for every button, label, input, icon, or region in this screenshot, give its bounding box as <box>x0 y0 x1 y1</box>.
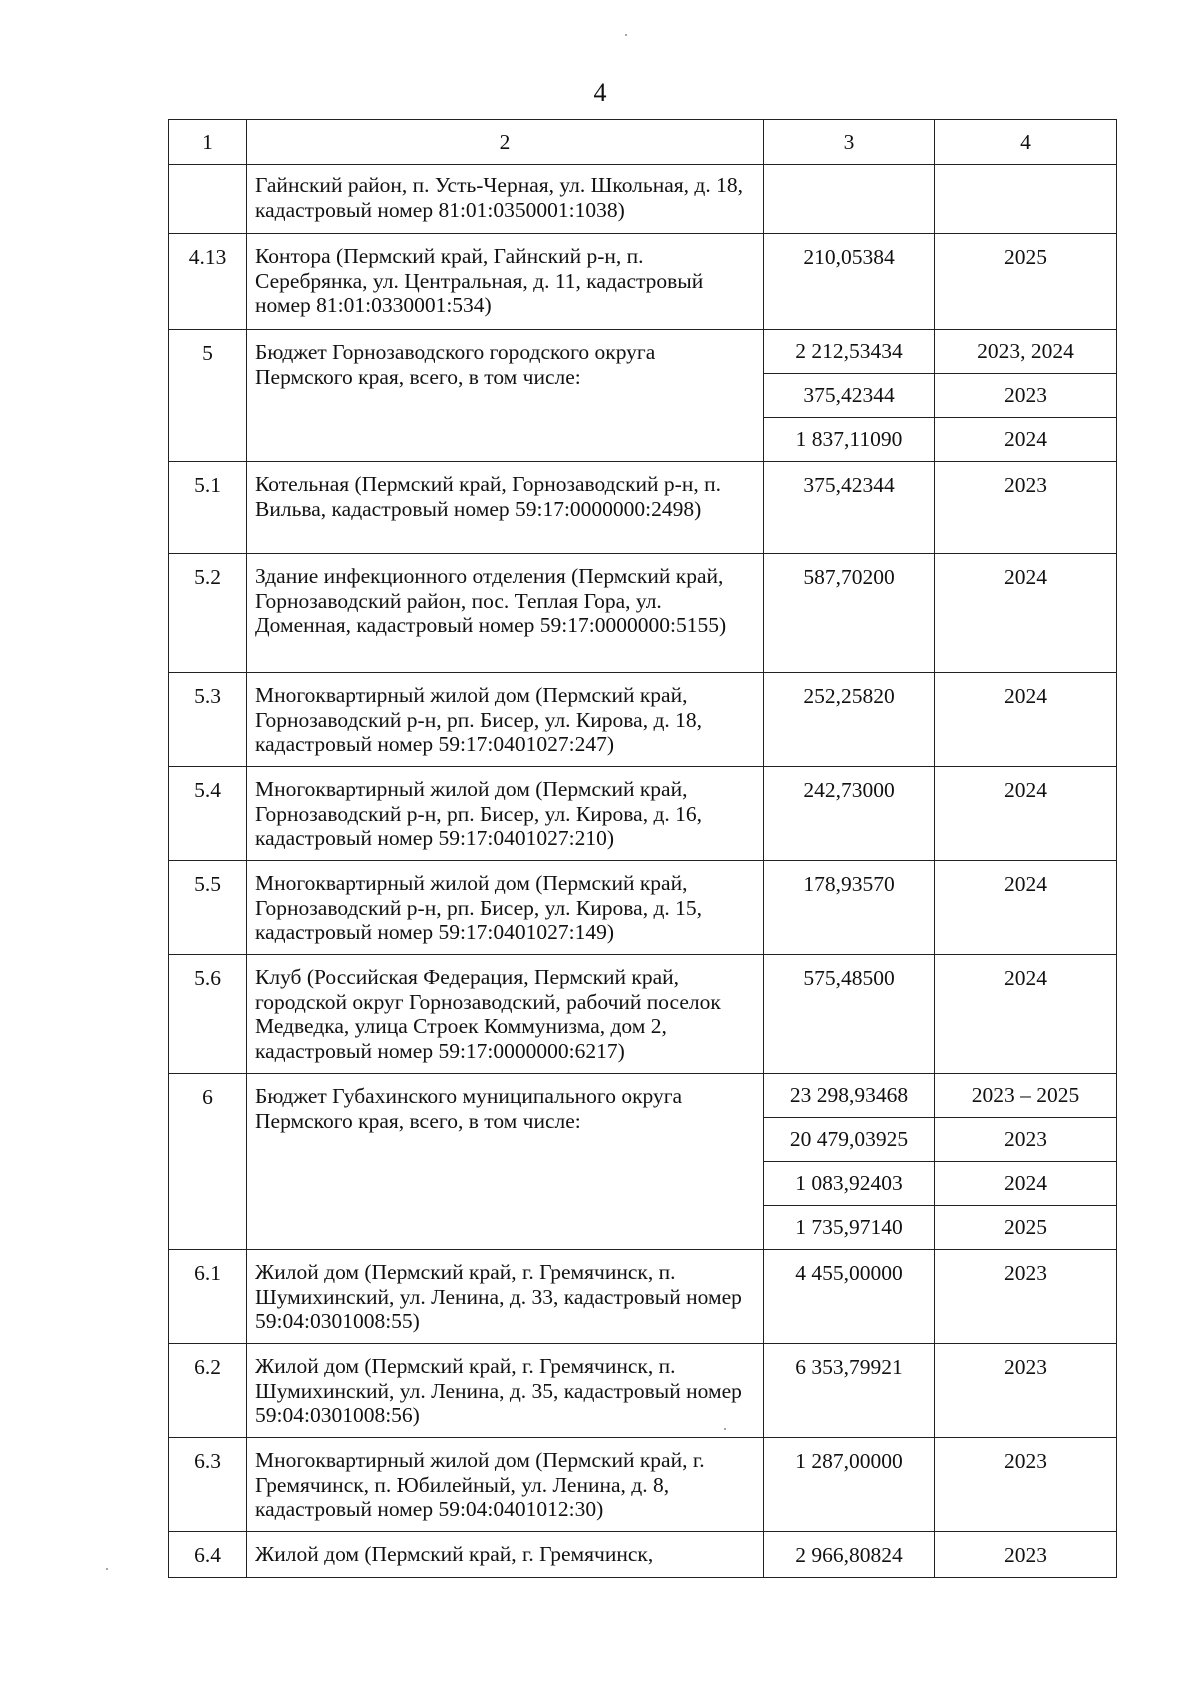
row-amount: 1 735,97140 <box>764 1206 935 1250</box>
row-description: Бюджет Горнозаводского городского округа Пермского края, всего, в том числе: <box>247 330 764 462</box>
row-year: 2023 <box>935 462 1117 554</box>
row-number: 6.3 <box>169 1438 247 1532</box>
row-year: 2023 <box>935 1438 1117 1532</box>
row-amount: 242,73000 <box>764 767 935 861</box>
table-row <box>169 955 1117 1074</box>
row-amount: 178,93570 <box>764 861 935 955</box>
row-year: 2024 <box>935 418 1117 462</box>
row-description: Многоквартирный жилой дом (Пермский край, Горнозаводский р-н, рп. Бисер, ул. Кирова, д. 18, кадастровый номер 59:17:0401027:247) <box>247 673 764 767</box>
table-row <box>169 234 1117 330</box>
row-amount: 1 837,11090 <box>764 418 935 462</box>
row-year: 2025 <box>935 1206 1117 1250</box>
row-description: Многоквартирный жилой дом (Пермский край, Горнозаводский р-н, рп. Бисер, ул. Кирова, д. 16, кадастровый номер 59:17:0401027:210) <box>247 767 764 861</box>
row-year: 2023 <box>935 1344 1117 1438</box>
row-year: 2024 <box>935 673 1117 767</box>
row-number: 5.3 <box>169 673 247 767</box>
row-amount: 252,25820 <box>764 673 935 767</box>
row-year: 2023 <box>935 1118 1117 1162</box>
row-description: Здание инфекционного отделения (Пермский край, Горнозаводский район, пос. Теплая Гора, ул. Доменная, кадастровый номер 59:17:0000000:5155) <box>247 554 764 673</box>
row-description: Клуб (Российская Федерация, Пермский край, городской округ Горнозаводский, рабочий поселок Медведка, улица Строек Коммунизма, дом 2, кадастровый номер 59:17:0000000:6217) <box>247 955 764 1074</box>
scan-speck <box>625 34 627 36</box>
row-number: 5.2 <box>169 554 247 673</box>
row-number: 6.4 <box>169 1532 247 1578</box>
row-description: Многоквартирный жилой дом (Пермский край, Горнозаводский р-н, рп. Бисер, ул. Кирова, д. 15, кадастровый номер 59:17:0401027:149) <box>247 861 764 955</box>
table-row <box>169 1250 1117 1344</box>
row-amount <box>764 165 935 234</box>
row-description: Жилой дом (Пермский край, г. Гремячинск, п. Шумихинский, ул. Ленина, д. 33, кадастровый номер 59:04:0301008:55) <box>247 1250 764 1344</box>
header-cell: 2 <box>247 120 764 165</box>
row-amount: 4 455,00000 <box>764 1250 935 1344</box>
header-cell: 4 <box>935 120 1117 165</box>
row-amount: 6 353,79921 <box>764 1344 935 1438</box>
row-year: 2024 <box>935 767 1117 861</box>
table-row <box>169 673 1117 767</box>
row-number: 6 <box>169 1074 247 1250</box>
header-cell: 1 <box>169 120 247 165</box>
row-year: 2025 <box>935 234 1117 330</box>
row-description: Гайнский район, п. Усть-Черная, ул. Школьная, д. 18, кадастровый номер 81:01:0350001:1038) <box>247 165 764 234</box>
page-number: 4 <box>593 78 607 107</box>
row-year: 2023 <box>935 1532 1117 1578</box>
scan-speck <box>724 1428 726 1430</box>
row-description: Жилой дом (Пермский край, г. Гремячинск, <box>247 1532 764 1578</box>
row-amount: 375,42344 <box>764 462 935 554</box>
table-row-continuation <box>169 165 1117 234</box>
row-description: Многоквартирный жилой дом (Пермский край, г. Гремячинск, п. Юбилейный, ул. Ленина, д. 8, кадастровый номер 59:04:0401012:30) <box>247 1438 764 1532</box>
table-row-total <box>169 330 1117 374</box>
row-amount: 375,42344 <box>764 374 935 418</box>
header-cell: 3 <box>764 120 935 165</box>
row-year <box>935 165 1117 234</box>
row-description: Бюджет Губахинского муниципального округа Пермского края, всего, в том числе: <box>247 1074 764 1250</box>
table-row <box>169 1532 1117 1578</box>
row-number: 5 <box>169 330 247 462</box>
row-amount: 575,48500 <box>764 955 935 1074</box>
row-amount: 2 966,80824 <box>764 1532 935 1578</box>
row-amount: 210,05384 <box>764 234 935 330</box>
table-row <box>169 554 1117 673</box>
row-year: 2024 <box>935 861 1117 955</box>
objects-table <box>168 119 1117 1578</box>
table-row <box>169 1438 1117 1532</box>
row-description: Контора (Пермский край, Гайнский р-н, п. Серебрянка, ул. Центральная, д. 11, кадастровый номер 81:01:0330001:534) <box>247 234 764 330</box>
table-row-total <box>169 1074 1117 1118</box>
row-number: 4.13 <box>169 234 247 330</box>
row-number: 5.5 <box>169 861 247 955</box>
row-year: 2023, 2024 <box>935 330 1117 374</box>
table-row <box>169 462 1117 554</box>
row-number: 5.4 <box>169 767 247 861</box>
scan-speck <box>106 1568 108 1570</box>
row-number: 5.1 <box>169 462 247 554</box>
table-row <box>169 1344 1117 1438</box>
table-header-row <box>169 120 1117 165</box>
table-row <box>169 767 1117 861</box>
row-amount: 2 212,53434 <box>764 330 935 374</box>
row-number <box>169 165 247 234</box>
row-year: 2024 <box>935 554 1117 673</box>
row-amount: 20 479,03925 <box>764 1118 935 1162</box>
row-year: 2024 <box>935 955 1117 1074</box>
row-year: 2024 <box>935 1162 1117 1206</box>
row-amount: 23 298,93468 <box>764 1074 935 1118</box>
row-amount: 1 287,00000 <box>764 1438 935 1532</box>
row-description: Котельная (Пермский край, Горнозаводский р-н, п. Вильва, кадастровый номер 59:17:0000000:2498) <box>247 462 764 554</box>
row-year: 2023 <box>935 1250 1117 1344</box>
row-number: 6.2 <box>169 1344 247 1438</box>
row-description: Жилой дом (Пермский край, г. Гремячинск, п. Шумихинский, ул. Ленина, д. 35, кадастровый номер 59:04:0301008:56) <box>247 1344 764 1438</box>
table-row <box>169 861 1117 955</box>
row-year: 2023 – 2025 <box>935 1074 1117 1118</box>
row-number: 6.1 <box>169 1250 247 1344</box>
row-amount: 1 083,92403 <box>764 1162 935 1206</box>
row-number: 5.6 <box>169 955 247 1074</box>
row-amount: 587,70200 <box>764 554 935 673</box>
row-year: 2023 <box>935 374 1117 418</box>
